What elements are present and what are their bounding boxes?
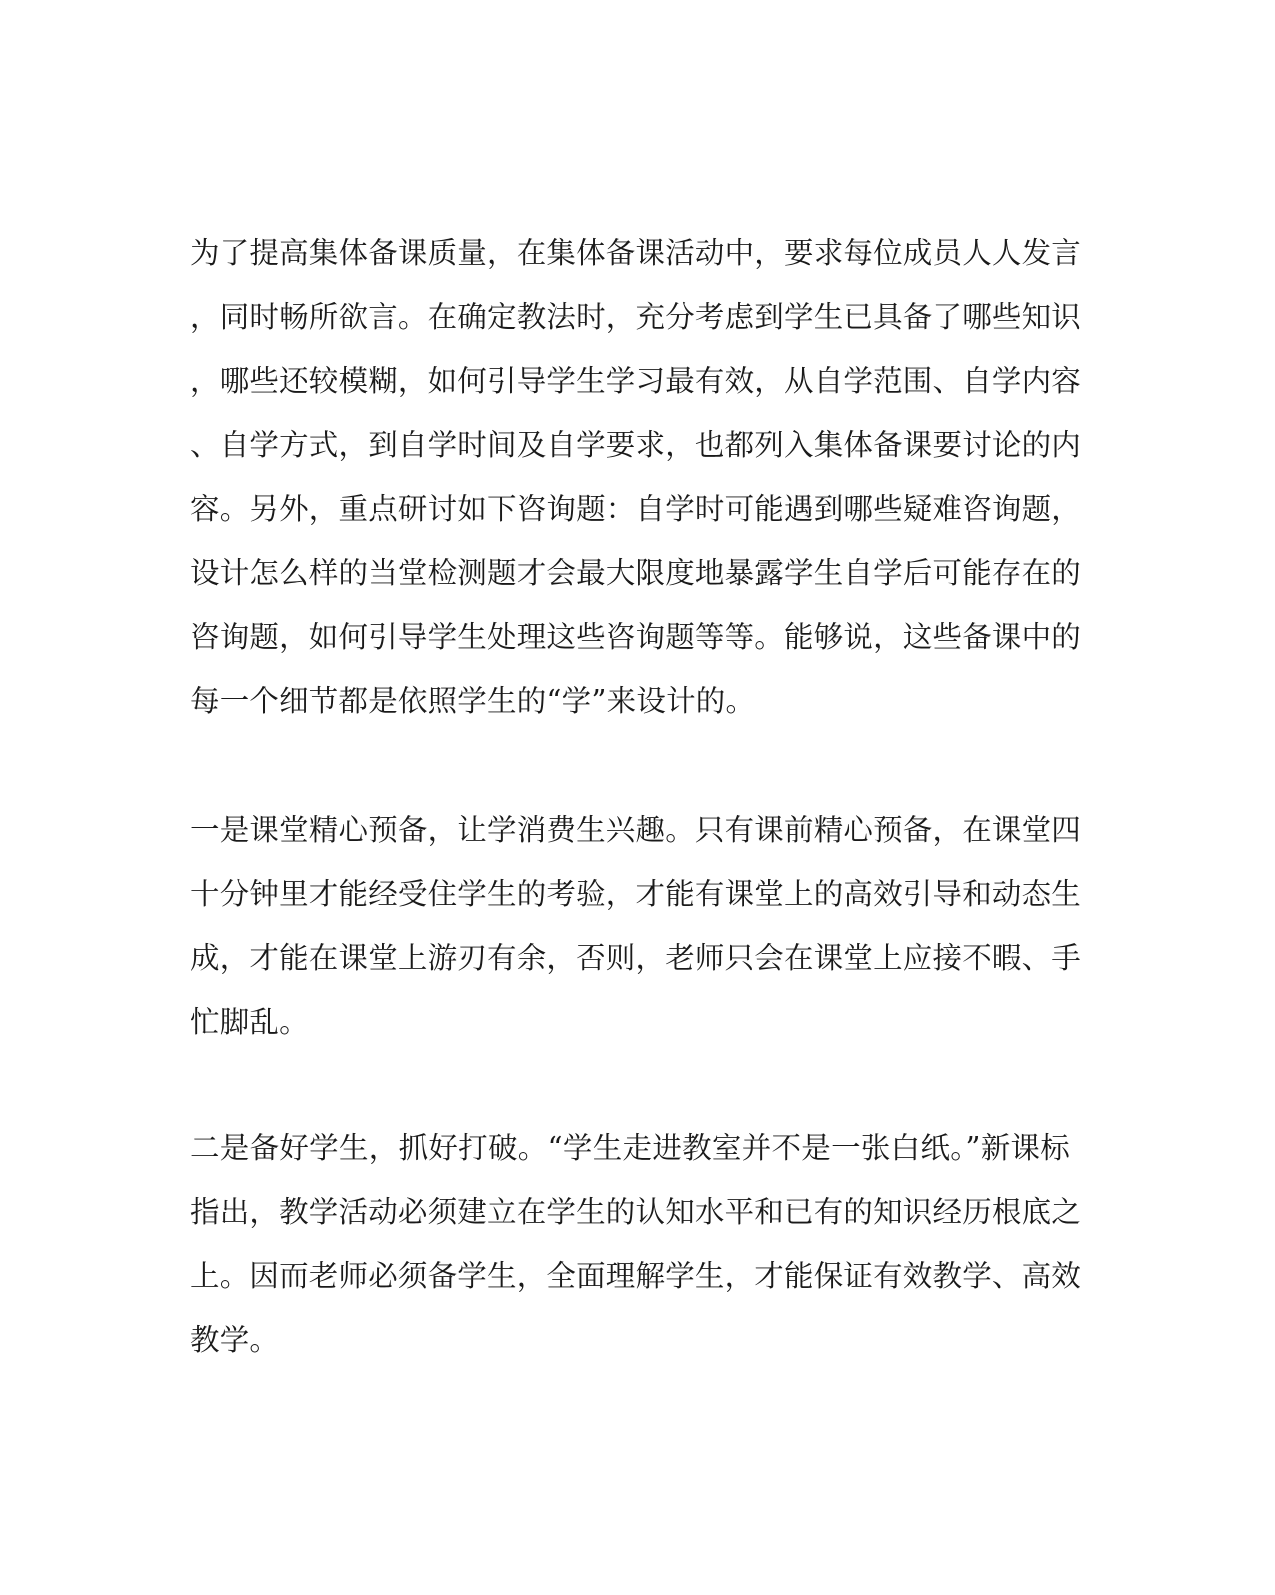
paragraph-line: 忙脚乱。 [190,1005,309,1039]
paragraph-line: 上。因而老师必须备学生，全面理解学生，才能保证有效教学、高效 [190,1259,1082,1293]
paragraph-line: 咨询题，如何引导学生处理这些咨询题等等。能够说，这些备课中的 [190,620,1082,654]
paragraph-line: 设计怎么样的当堂检测题才会最大限度地暴露学生自学后可能存在的 [190,556,1082,590]
paragraph-line: 容。另外，重点研讨如下咨询题：自学时可能遇到哪些疑难咨询题， [190,492,1082,526]
paragraph-line: ，同时畅所欲言。在确定教法时，充分考虑到学生已具备了哪些知识 [190,300,1082,334]
paragraph-line: 每一个细节都是依照学生的“学”来设计的。 [190,684,756,718]
paragraph-line: 、自学方式，到自学时间及自学要求，也都列入集体备课要讨论的内 [190,428,1082,462]
paragraph-line: 为了提高集体备课质量，在集体备课活动中，要求每位成员人人发言 [190,236,1082,270]
paragraph-line: 一是课堂精心预备，让学消费生兴趣。只有课前精心预备，在课堂四 [190,813,1082,847]
paragraph-line: 成，才能在课堂上游刃有余，否则，老师只会在课堂上应接不暇、手 [190,941,1082,975]
paragraph-line: 二是备好学生，抓好打破。“学生走进教室并不是一张白纸。”新课标 [190,1131,1070,1165]
paragraph-line: 十分钟里才能经受住学生的考验，才能有课堂上的高效引导和动态生 [190,877,1082,911]
paragraph-line: 指出，教学活动必须建立在学生的认知水平和已有的知识经历根底之 [190,1195,1082,1229]
paragraph-line: 教学。 [190,1323,280,1357]
paragraph-line: ，哪些还较模糊，如何引导学生学习最有效，从自学范围、自学内容 [190,364,1082,398]
